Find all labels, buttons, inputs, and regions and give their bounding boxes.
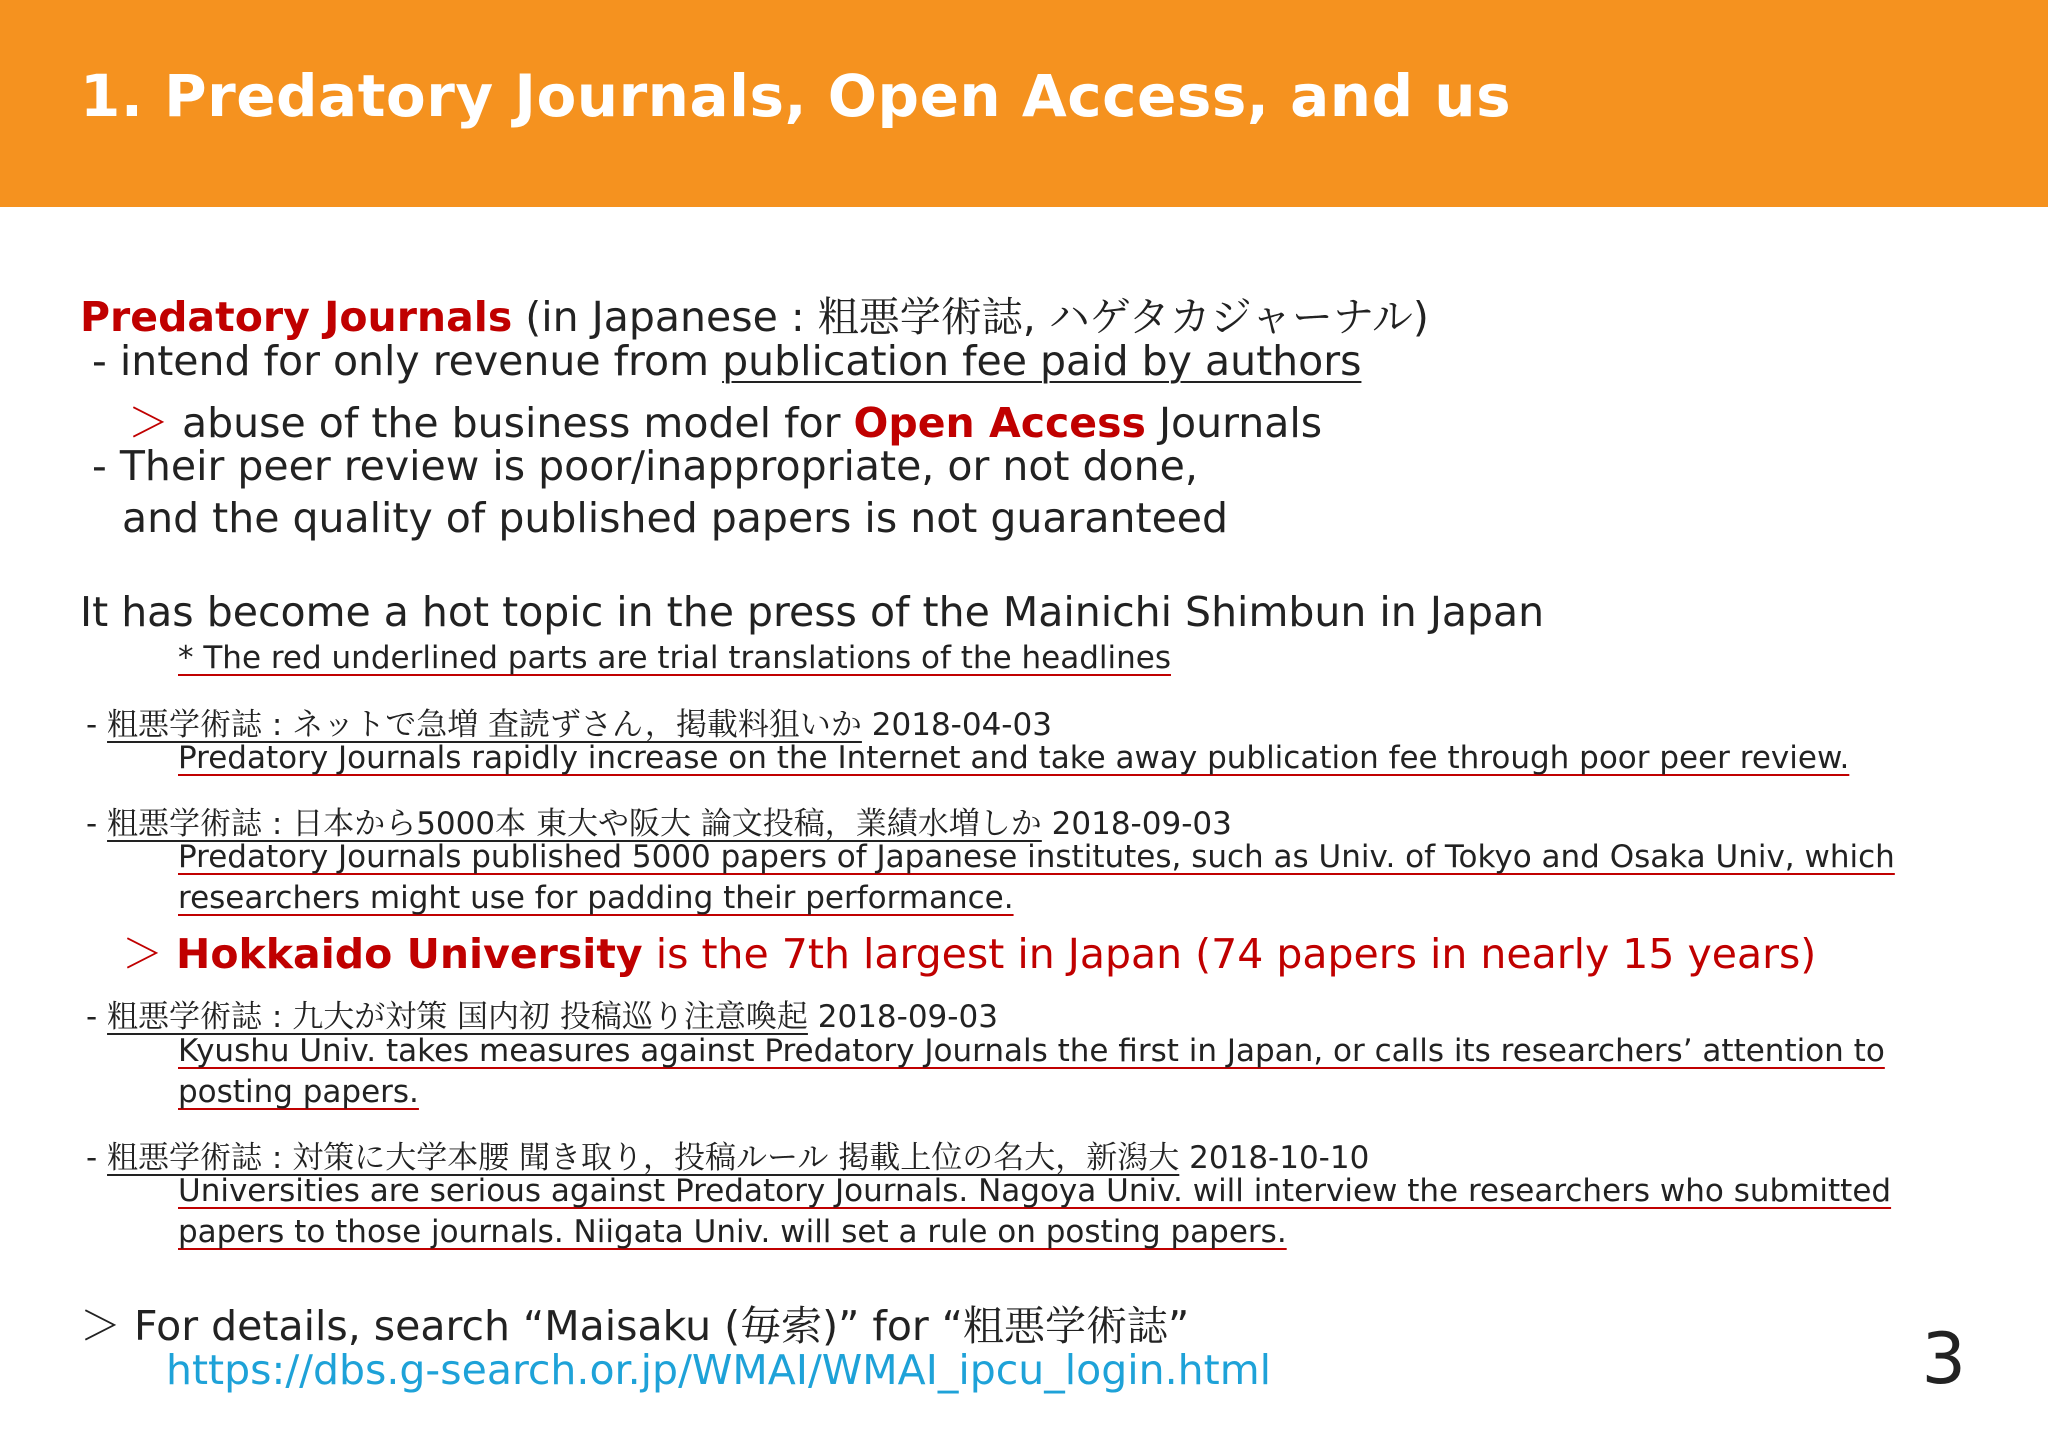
press-heading: It has become a hot topic in the press of the Mainichi Shimbun in Japan (80, 588, 1545, 636)
sub-open-access-suffix: Journals (1145, 399, 1323, 447)
news-dash: - (86, 707, 108, 743)
news-headline: 粗悪学術誌 : 九大が対策 国内初 投稿巡り注意喚起 (107, 999, 808, 1035)
bullet-revenue-text: - intend for only revenue from (92, 337, 723, 385)
news-headline: 粗悪学術誌 : ネットで急増 査読ずさん，掲載料狙いか (107, 707, 862, 743)
slide-title: 1. Predatory Journals, Open Access, and us (80, 62, 1512, 130)
news-item-4 (86, 1132, 1369, 1177)
term-note: (in Japanese : 粗悪学術誌, ハゲタカジャーナル) (512, 293, 1429, 341)
news-item-2 (86, 798, 1232, 843)
arrow-marker: ＞ (122, 930, 177, 978)
news-translation: Kyushu Univ. takes measures against Predatory Journals the first in Japan, or calls its researchers’ attention to (178, 1033, 1885, 1069)
hokkaido-university: Hokkaido University (176, 930, 643, 978)
sub-open-access (128, 390, 1322, 449)
news-item-3 (86, 991, 998, 1036)
news-translation: Predatory Journals published 5000 papers of Japanese institutes, such as Univ. of Tokyo and Osaka Univ, which (178, 839, 1895, 875)
page-number: 3 (1921, 1318, 1966, 1400)
bullet-peer-review: - Their peer review is poor/inappropriate, or not done, (92, 442, 1198, 490)
news-translation-cont: posting papers. (178, 1074, 419, 1110)
arrow-marker: ＞ (128, 399, 169, 447)
news-date: 2018-04-03 (861, 707, 1052, 743)
maisaku-login-link[interactable]: https://dbs.g-search.or.jp/WMAI/WMAI_ipcu_login.html (166, 1346, 1272, 1394)
translation-note: * The red underlined parts are trial translations of the headlines (178, 640, 1171, 676)
bullet-peer-review-cont: and the quality of published papers is not guaranteed (122, 494, 1229, 542)
news-dash: - (86, 806, 108, 842)
news-dash: - (86, 1140, 108, 1176)
news-translation-cont: papers to those journals. Niigata Univ. will set a rule on posting papers. (178, 1214, 1287, 1250)
news-item-1 (86, 699, 1052, 744)
predatory-term: Predatory Journals (80, 293, 513, 341)
news-translation: Predatory Journals rapidly increase on the Internet and take away publication fee through poor peer review. (178, 740, 1850, 776)
hokkaido-highlight (122, 921, 1816, 980)
news-translation: Universities are serious against Predatory Journals. Nagoya Univ. will interview the researchers who submitted (178, 1173, 1892, 1209)
news-date: 2018-09-03 (1041, 806, 1232, 842)
publication-fee-underlined: publication fee paid by authors (722, 337, 1362, 385)
news-date: 2018-10-10 (1179, 1140, 1370, 1176)
news-headline: 粗悪学術誌 : 日本から5000本 東大や阪大 論文投稿，業績水増しか (107, 806, 1042, 842)
sub-open-access-text: abuse of the business model for (169, 399, 854, 447)
open-access-term: Open Access (853, 399, 1146, 447)
news-date: 2018-09-03 (807, 999, 998, 1035)
hokkaido-rank-text: is the 7th largest in Japan (74 papers in nearly 15 years) (642, 930, 1817, 978)
details-text: ＞ For details, search “Maisaku (毎索)” for “粗悪学術誌” (80, 1302, 1190, 1350)
news-translation-cont: researchers might use for padding their performance. (178, 880, 1014, 916)
bullet-revenue (92, 337, 1361, 385)
news-dash: - (86, 999, 108, 1035)
news-headline: 粗悪学術誌 : 対策に大学本腰 聞き取り，投稿ルール 掲載上位の名大，新潟大 (107, 1140, 1180, 1176)
intro-line (80, 284, 1429, 343)
